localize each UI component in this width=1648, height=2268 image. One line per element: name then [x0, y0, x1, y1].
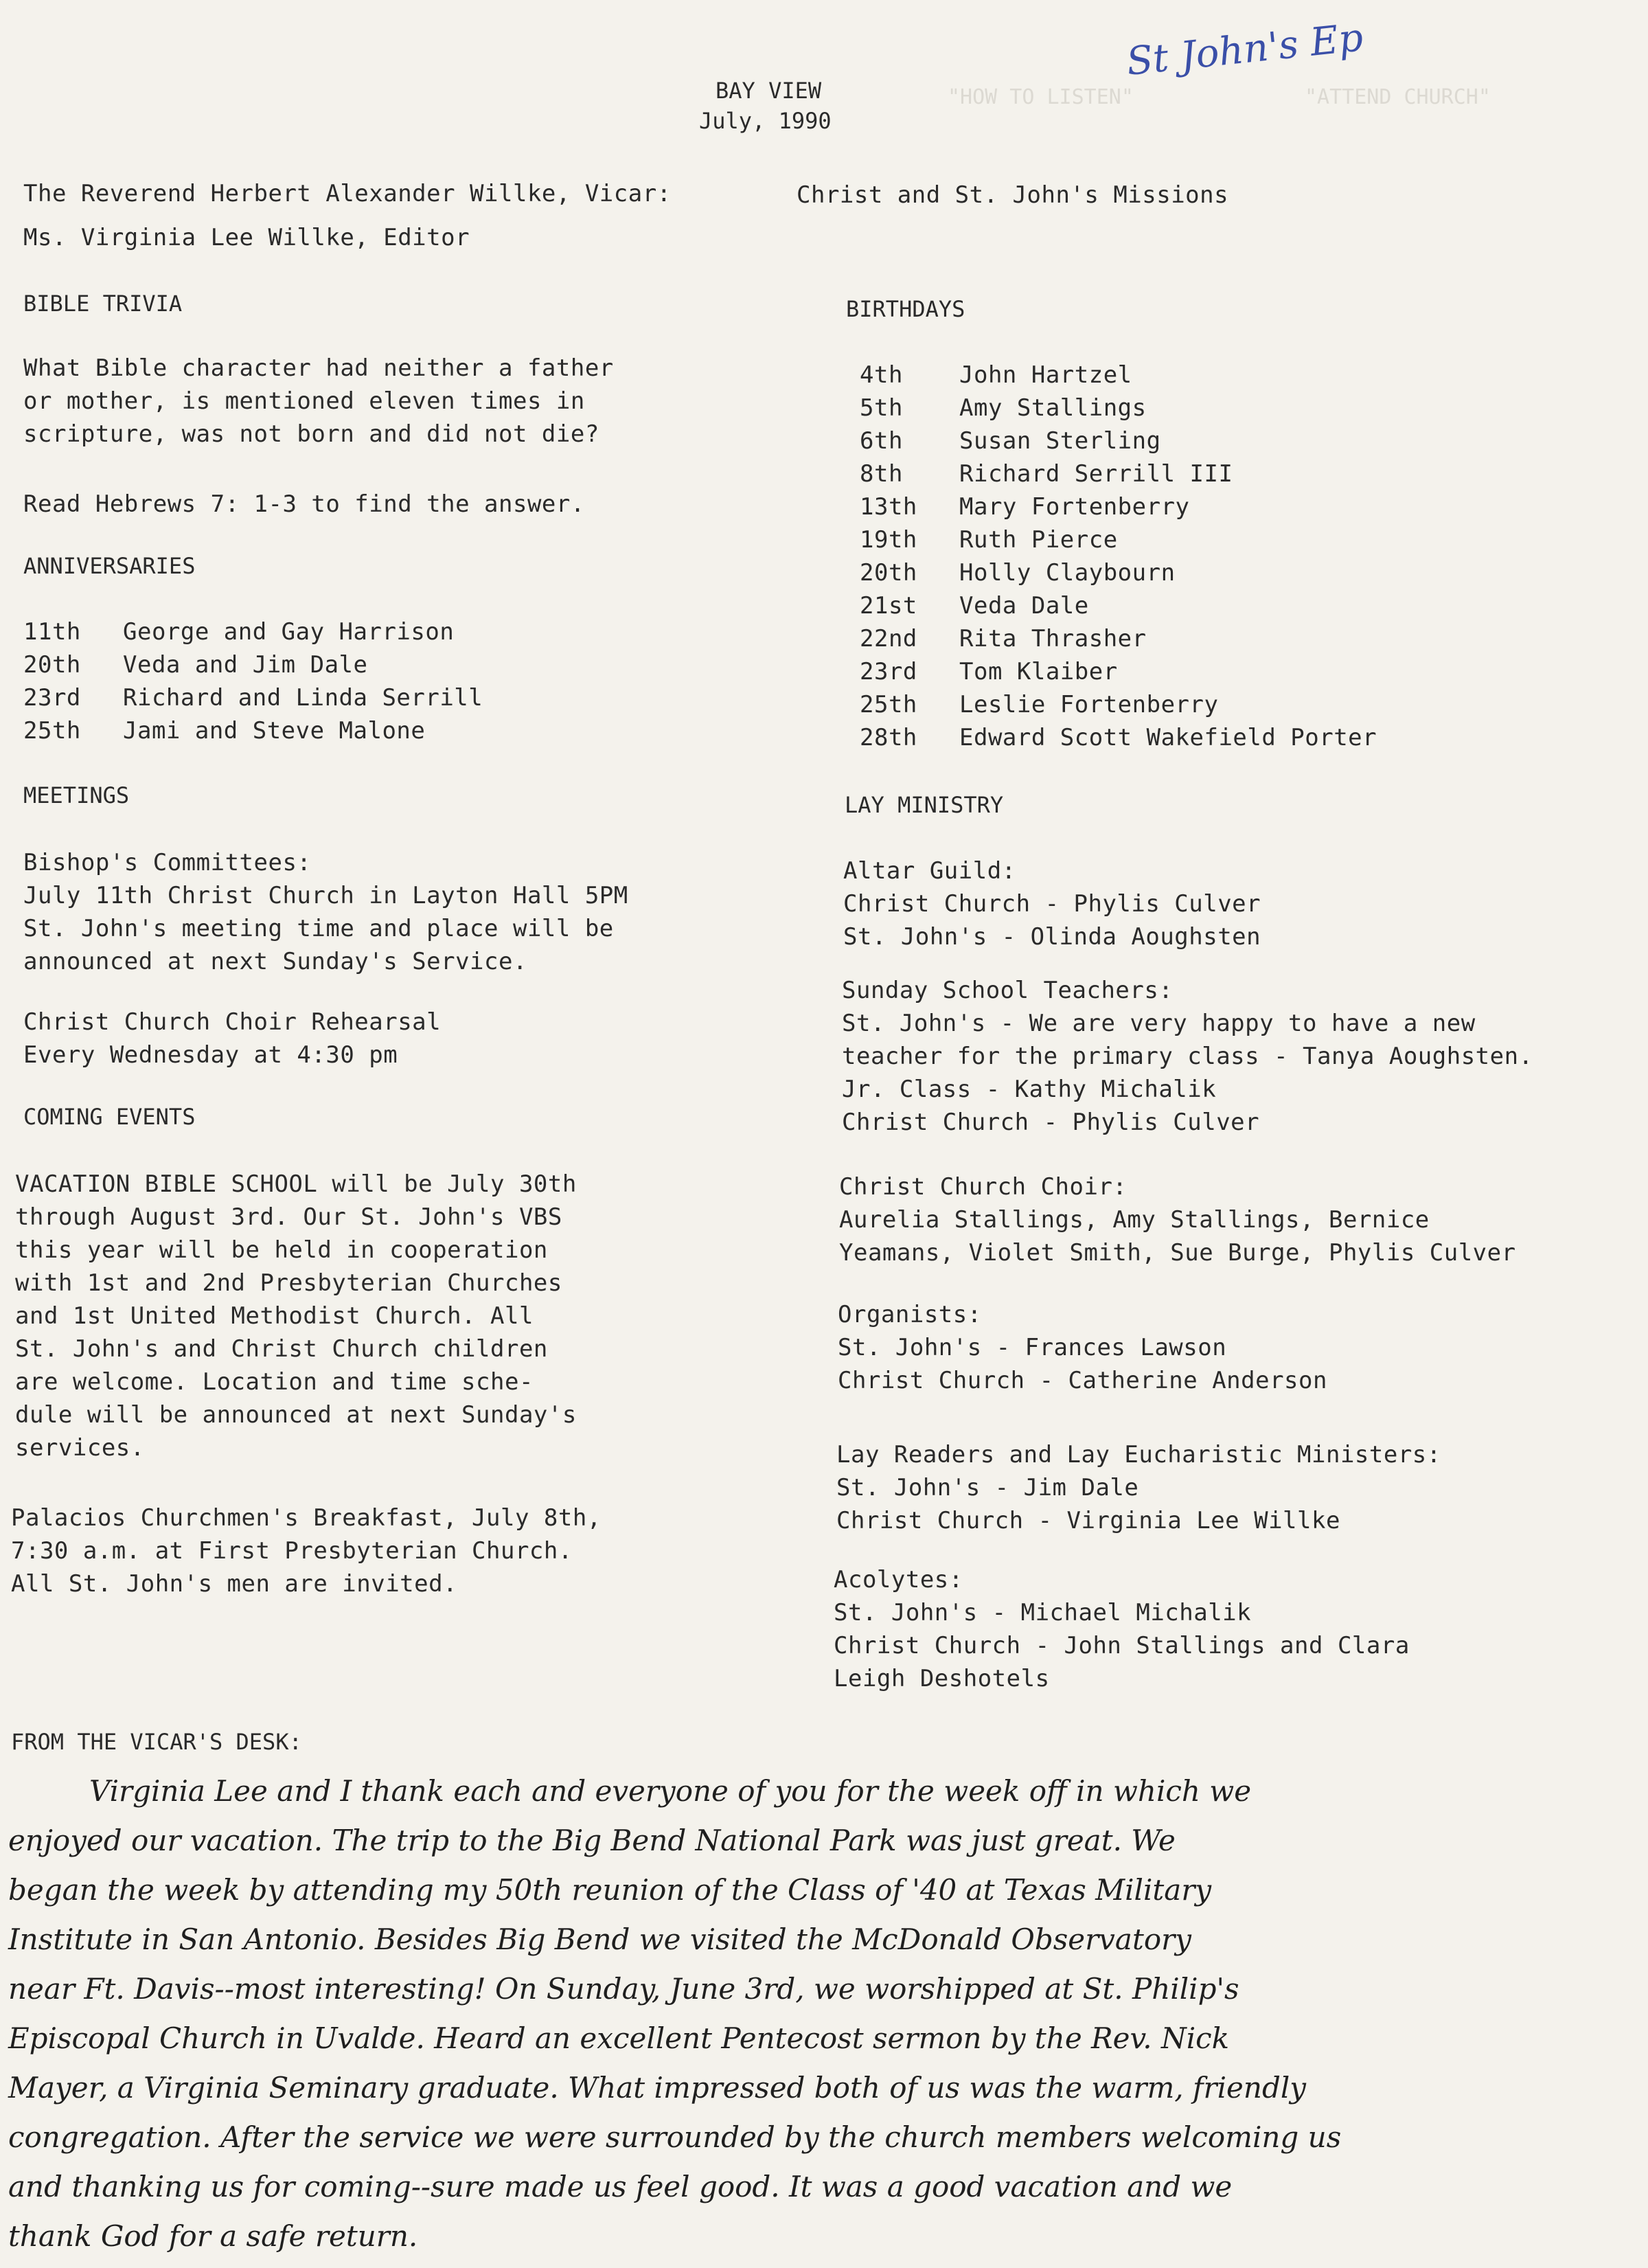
meeting-line: July 11th Christ Church in Layton Hall 5PM	[23, 882, 628, 909]
list-item: 25th Jami and Steve Malone	[23, 717, 426, 745]
event-line: St. John's and Christ Church children	[15, 1335, 548, 1363]
list-item: 28th Edward Scott Wakefield Porter	[860, 724, 1377, 751]
meeting-line: St. John's meeting time and place will be	[23, 915, 614, 942]
ministry-line: St. John's - We are very happy to have a new	[842, 1010, 1476, 1037]
ministry-line: teacher for the primary class - Tanya Aoughsten.	[842, 1043, 1533, 1070]
event-line: Palacios Churchmen's Breakfast, July 8th,	[11, 1504, 602, 1532]
birthdays-list	[860, 359, 1377, 754]
event-line: 7:30 a.m. at First Presbyterian Church.	[11, 1537, 573, 1565]
bible-trivia-heading: BIBLE TRIVIA	[23, 291, 183, 317]
letter-line: thank God for a safe return.	[8, 2219, 418, 2253]
choir-line: Every Wednesday at 4:30 pm	[23, 1041, 398, 1069]
letter-line: began the week by attending my 50th reunion of the Class of '40 at Texas Military	[8, 1873, 1212, 1907]
letter-line: Virginia Lee and I thank each and everyone of you for the week off in which we	[89, 1774, 1252, 1808]
letter-line: enjoyed our vacation. The trip to the Big Bend National Park was just great. We	[8, 1824, 1176, 1857]
lay-ministry-heading: LAY MINISTRY	[845, 792, 1004, 818]
ministry-line: Jr. Class - Kathy Michalik	[842, 1076, 1217, 1103]
meetings-heading: MEETINGS	[23, 782, 130, 808]
meetings-details	[23, 846, 628, 978]
event-line: and 1st United Methodist Church. All	[15, 1302, 534, 1330]
ministry-line: Aurelia Stallings, Amy Stallings, Bernice	[839, 1206, 1430, 1234]
event-line: services.	[15, 1434, 145, 1462]
ministry-line: Christ Church - Phylis Culver	[843, 890, 1261, 918]
ministry-line: Christ Church - Virginia Lee Willke	[836, 1507, 1340, 1534]
vicar-line: The Reverend Herbert Alexander Willke, Vicar:	[23, 180, 672, 207]
list-item: 13th Mary Fortenberry	[860, 493, 1190, 521]
coming-events-heading: COMING EVENTS	[23, 1104, 196, 1130]
ministry-line: St. John's - Michael Michalik	[834, 1599, 1252, 1626]
vbs-announcement	[15, 1168, 577, 1464]
choir-line: Christ Church Choir Rehearsal	[23, 1008, 442, 1036]
vicars-desk-letter	[8, 1767, 1341, 2261]
list-item: 25th Leslie Fortenberry	[860, 691, 1219, 718]
anniversaries-list	[23, 615, 483, 747]
list-item: 19th Ruth Pierce	[860, 526, 1118, 554]
list-item: 8th Richard Serrill III	[860, 460, 1233, 488]
ministry-line: Christ Church - John Stallings and Clara	[834, 1632, 1410, 1659]
letter-line: near Ft. Davis--most interesting! On Sunday, June 3rd, we worshipped at St. Philip's	[8, 1972, 1239, 2006]
trivia-line: What Bible character had neither a father	[23, 354, 614, 382]
ministry-line: Lay Readers and Lay Eucharistic Ministers:	[836, 1441, 1441, 1468]
trivia-line: scripture, was not born and did not die?	[23, 420, 599, 448]
list-item: 22nd Rita Thrasher	[860, 625, 1147, 653]
event-line: are welcome. Location and time sche-	[15, 1368, 534, 1396]
ministry-line: Yeamans, Violet Smith, Sue Burge, Phylis Culver	[839, 1239, 1516, 1267]
choir-rehearsal	[23, 1006, 441, 1071]
letter-line: Episcopal Church in Uvalde. Heard an excellent Pentecost sermon by the Rev. Nick	[8, 2021, 1230, 2055]
newsletter-title: BAY VIEW	[716, 78, 822, 104]
list-item: 5th Amy Stallings	[860, 394, 1147, 422]
ministry-line: Organists:	[838, 1301, 982, 1328]
ministry-line: Altar Guild:	[843, 857, 1016, 885]
event-line: through August 3rd. Our St. John's VBS	[15, 1203, 562, 1231]
letter-line: congregation. After the service we were surrounded by the church members welcoming us	[8, 2120, 1342, 2154]
ministry-line: St. John's - Olinda Aoughsten	[843, 923, 1261, 951]
list-item: 20th Holly Claybourn	[860, 559, 1176, 587]
list-item: 23rd Tom Klaiber	[860, 658, 1118, 685]
birthdays-heading: BIRTHDAYS	[846, 296, 965, 322]
bible-trivia-question	[23, 352, 614, 451]
breakfast-announcement	[11, 1501, 602, 1600]
missions-line: Christ and St. John's Missions	[797, 181, 1229, 209]
vicars-desk-heading: FROM THE VICAR'S DESK:	[11, 1729, 302, 1755]
ministry-line: St. John's - Frances Lawson	[838, 1334, 1227, 1361]
ministry-line: Acolytes:	[834, 1566, 963, 1594]
list-item: 6th Susan Sterling	[860, 427, 1161, 455]
event-line: All St. John's men are invited.	[11, 1570, 458, 1598]
event-line: this year will be held in cooperation	[15, 1236, 548, 1264]
meeting-line: announced at next Sunday's Service.	[23, 948, 527, 975]
event-line: dule will be announced at next Sunday's	[15, 1401, 577, 1429]
ministry-line: Christ Church - Phylis Culver	[842, 1109, 1260, 1136]
trivia-line: or mother, is mentioned eleven times in	[23, 387, 585, 415]
event-line: VACATION BIBLE SCHOOL will be July 30th	[15, 1170, 577, 1198]
list-item: 4th John Hartzel	[860, 361, 1132, 389]
newsletter-date: July, 1990	[699, 108, 832, 134]
lay-readers	[836, 1438, 1441, 1537]
organists	[838, 1298, 1327, 1397]
letter-line: Institute in San Antonio. Besides Big Bend we visited the McDonald Observatory	[8, 1923, 1191, 1956]
bleed-through-text: "ATTEND CHURCH"	[1305, 85, 1491, 109]
handwritten-note: St John's Ep	[1124, 15, 1366, 84]
editor-line: Ms. Virginia Lee Willke, Editor	[23, 224, 470, 251]
list-item: 20th Veda and Jim Dale	[23, 651, 368, 679]
event-line: with 1st and 2nd Presbyterian Churches	[15, 1269, 562, 1297]
altar-guild	[843, 854, 1261, 953]
acolytes	[834, 1563, 1410, 1695]
list-item: 21st Veda Dale	[860, 592, 1089, 620]
list-item: 11th George and Gay Harrison	[23, 618, 455, 646]
ministry-line: Christ Church Choir:	[839, 1173, 1128, 1201]
ministry-line: Christ Church - Catherine Anderson	[838, 1367, 1327, 1394]
list-item: 23rd Richard and Linda Serrill	[23, 684, 483, 712]
ministry-line: St. John's - Jim Dale	[836, 1474, 1139, 1501]
anniversaries-heading: ANNIVERSARIES	[23, 553, 196, 579]
ministry-line: Sunday School Teachers:	[842, 977, 1174, 1004]
letter-line: Mayer, a Virginia Seminary graduate. What impressed both of us was the warm, friendly	[8, 2071, 1306, 2105]
christ-church-choir	[839, 1170, 1516, 1269]
meeting-line: Bishop's Committees:	[23, 849, 312, 876]
letter-line: and thanking us for coming--sure made us feel good. It was a good vacation and we	[8, 2170, 1233, 2203]
ministry-line: Leigh Deshotels	[834, 1665, 1050, 1692]
sunday-school-teachers	[842, 974, 1533, 1139]
bleed-through-text: "HOW TO LISTEN"	[948, 85, 1134, 109]
trivia-answer-hint: Read Hebrews 7: 1-3 to find the answer.	[23, 490, 585, 518]
